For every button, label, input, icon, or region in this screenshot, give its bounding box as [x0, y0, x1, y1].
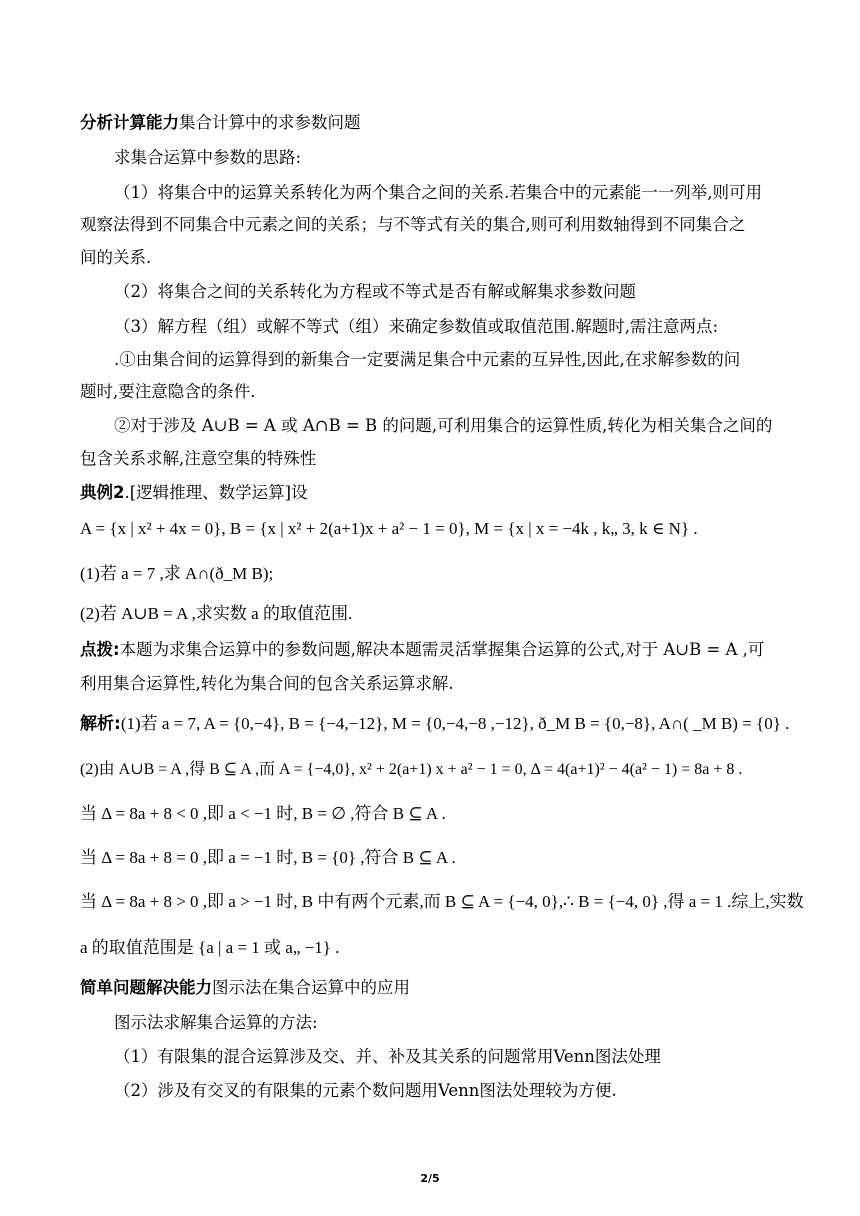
- hint-text-1: 本题为求集合运算中的参数问题,解决本题需灵活掌握集合运算的公式,对于 A∪B = A ,可: [119, 640, 765, 659]
- question-1: (1)若 a = 7 ,求 A∩(ð_M B);: [80, 564, 274, 583]
- solution-text-1: (1)若 a = 7, A = {0,−4}, B = {−4,−12}, M = {0,−4,−8 ,−12}, ð_M B = {0,−8}, A∩( _M B) = {0} .: [120, 714, 790, 733]
- example-sets-definition: A = {x | x² + 4x = 0}, B = {x | x² + 2(a+1)x + a² − 1 = 0}, M = {x | x = −4k , k„ 3, k ∈ N} .: [80, 519, 698, 538]
- hint-line-1: [80, 639, 764, 661]
- paragraph-2: （2）将集合之间的关系转化为方程或不等式是否有解或解集求参数问题: [114, 282, 636, 301]
- question-2: (2)若 A∪B = A ,求实数 a 的取值范围.: [80, 604, 353, 623]
- case-1: 当 Δ = 8a + 8 < 0 ,即 a < −1 时, B = ∅ ,符合 B ⊆ A .: [80, 804, 446, 823]
- solution-line-2: (2)由 A∪B = A ,得 B ⊆ A ,而 A = {−4,0}, x² + 2(a+1) x + a² − 1 = 0, Δ = 4(a+1)² − 4(a² − 1) = 8a + 8 .: [80, 761, 743, 778]
- section-2-intro: 图示法求解集合运算的方法:: [114, 1013, 318, 1032]
- case-3-line-2: a 的取值范围是 {a | a = 1 或 a„ −1} .: [80, 938, 340, 957]
- solution-label: 解析:: [80, 714, 121, 734]
- paragraph-1-line-2: 观察法得到不同集合中元素之间的关系；与不等式有关的集合,则可利用数轴得到不同集合之: [80, 215, 746, 234]
- example-title-text: .[逻辑推理、数学运算]设: [124, 483, 308, 502]
- hint-line-2: 利用集合运算性,转化为集合间的包含关系运算求解.: [80, 674, 454, 693]
- heading-text: 集合计算中的求参数问题: [179, 113, 361, 132]
- section-heading-2: [80, 977, 410, 999]
- note-1-line-2: 题时,要注意隐含的条件.: [80, 382, 256, 401]
- solution-line-1: [80, 713, 789, 735]
- note-2-line-1: ②对于涉及 A∪B = A 或 A∩B = B 的问题,可利用集合的运算性质,转化为相关集合之间的: [114, 416, 773, 435]
- case-2: 当 Δ = 8a + 8 = 0 ,即 a = −1 时, B = {0} ,符合 B ⊆ A .: [80, 848, 456, 867]
- hint-label: 点拨:: [80, 640, 120, 659]
- paragraph-1-line-1: （1）将集合中的运算关系转化为两个集合之间的关系.若集合中的元素能一一列举,则可用: [114, 183, 762, 202]
- paragraph-1-line-3: 间的关系.: [80, 248, 152, 267]
- section-2-paragraph-2: （2）涉及有交叉的有限集的元素个数问题用Venn图法处理较为方便.: [114, 1081, 617, 1100]
- heading-bold-text: 分析计算能力: [80, 113, 179, 132]
- page-number: 2/5: [420, 1172, 440, 1185]
- section-heading-1: [80, 112, 361, 134]
- section-2-paragraph-1: （1）有限集的混合运算涉及交、并、补及其关系的问题常用Venn图法处理: [114, 1047, 661, 1066]
- example-title: [80, 482, 308, 504]
- note-2-line-2: 包含关系求解,注意空集的特殊性: [80, 449, 317, 468]
- note-1-line-1: .①由集合间的运算得到的新集合一定要满足集合中元素的互异性,因此,在求解参数的问: [114, 350, 741, 369]
- paragraph-intro: 求集合运算中参数的思路:: [114, 148, 302, 167]
- example-label: 典例2: [80, 483, 125, 502]
- heading-text-2: 图示法在集合运算中的应用: [212, 978, 410, 997]
- heading-bold-text-2: 简单问题解决能力: [80, 978, 212, 997]
- case-3-line-1: 当 Δ = 8a + 8 > 0 ,即 a > −1 时, B 中有两个元素,而 B ⊆ A = {−4, 0},∴ B = {−4, 0} ,得 a = 1 .综上,实数: [80, 892, 804, 911]
- paragraph-3: （3）解方程（组）或解不等式（组）来确定参数值或取值范围.解题时,需注意两点:: [114, 317, 719, 336]
